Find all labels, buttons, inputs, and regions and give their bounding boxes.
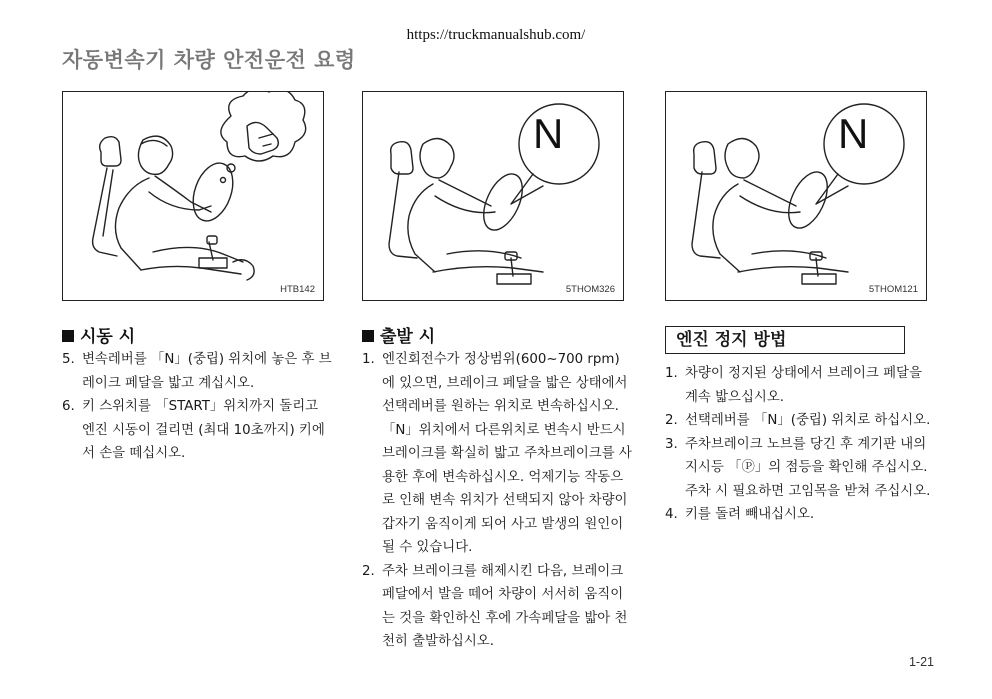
figure-starting — [62, 91, 324, 301]
list-item: 1. 차량이 정지된 상태에서 브레이크 페달을 계속 밟으십시오. — [665, 366, 922, 405]
square-bullet-icon — [62, 330, 74, 342]
figure-code: 5THOM121 — [868, 284, 918, 295]
list-item: 6. 키 스위치를 「START」위치까지 돌리고 엔진 시동이 걸리면 (최대 10초까지) 키에서 손을 떼십시오. — [62, 399, 325, 461]
list-item: 1. 엔진회전수가 정상범위(600~700 rpm)에 있으면, 브레이크 페달을 밟은 상태에서 선택레버를 원하는 위치로 변속하십시오. 「N」위치에서 다른위치로 변속시 반드시 브레이크를 확실히 밟고 주차브레이크를 사용한 후에 변속하십시오. 억제기능 작동으로 인해 변속 위치가 선택되지 않아 차량이 갑자기 움직이게 되어 사고 발생의 원인이 될 수 있습니다. — [362, 352, 632, 555]
section-heading: 시동 시 — [62, 322, 332, 344]
list-item: 4. 키를 돌려 빼내십시오. — [665, 507, 815, 522]
list-item: 5. 변속레버를 「N」(중립) 위치에 놓은 후 브레이크 페달을 밟고 계십시오. — [62, 352, 332, 391]
neutral-letter: N — [533, 110, 564, 157]
figure-departing — [362, 91, 624, 301]
source-url: https://truckmanualshub.com/ — [406, 27, 586, 43]
section-depart — [362, 322, 632, 654]
section-heading: 출발 시 — [362, 322, 632, 344]
figure-code: 5THOM326 — [565, 284, 615, 295]
neutral-letter: N — [838, 110, 869, 157]
driver-illustration-n — [363, 92, 625, 302]
list-item: 2. 선택레버를 「N」(중립) 위치로 하십시오. — [665, 413, 931, 428]
section-heading: 엔진 정지 방법 — [665, 326, 905, 354]
driver-illustration-thought — [63, 92, 325, 302]
figure-engine-stop — [665, 91, 927, 301]
figure-code: HTB142 — [280, 284, 315, 295]
square-bullet-icon — [362, 330, 374, 342]
section-stop — [665, 326, 933, 527]
section-start — [62, 322, 332, 466]
driver-illustration-n — [666, 92, 928, 302]
list-item: 3. 주차브레이크 노브를 당긴 후 계기판 내의 지시등 「Ⓟ」의 점등을 확인해 주십시오. 주차 시 필요하면 고임목을 받쳐 주십시오. — [665, 436, 931, 499]
list-item: 2. 주차 브레이크를 해제시킨 다음, 브레이크 페달에서 발을 떼어 차량이 서서히 움직이는 것을 확인하신 후에 가속페달을 밟아 천천히 출발하십시오. — [362, 563, 628, 649]
page-title: 자동변속기 차량 안전운전 요령 — [62, 48, 356, 72]
page-number: 1-21 — [908, 655, 934, 669]
